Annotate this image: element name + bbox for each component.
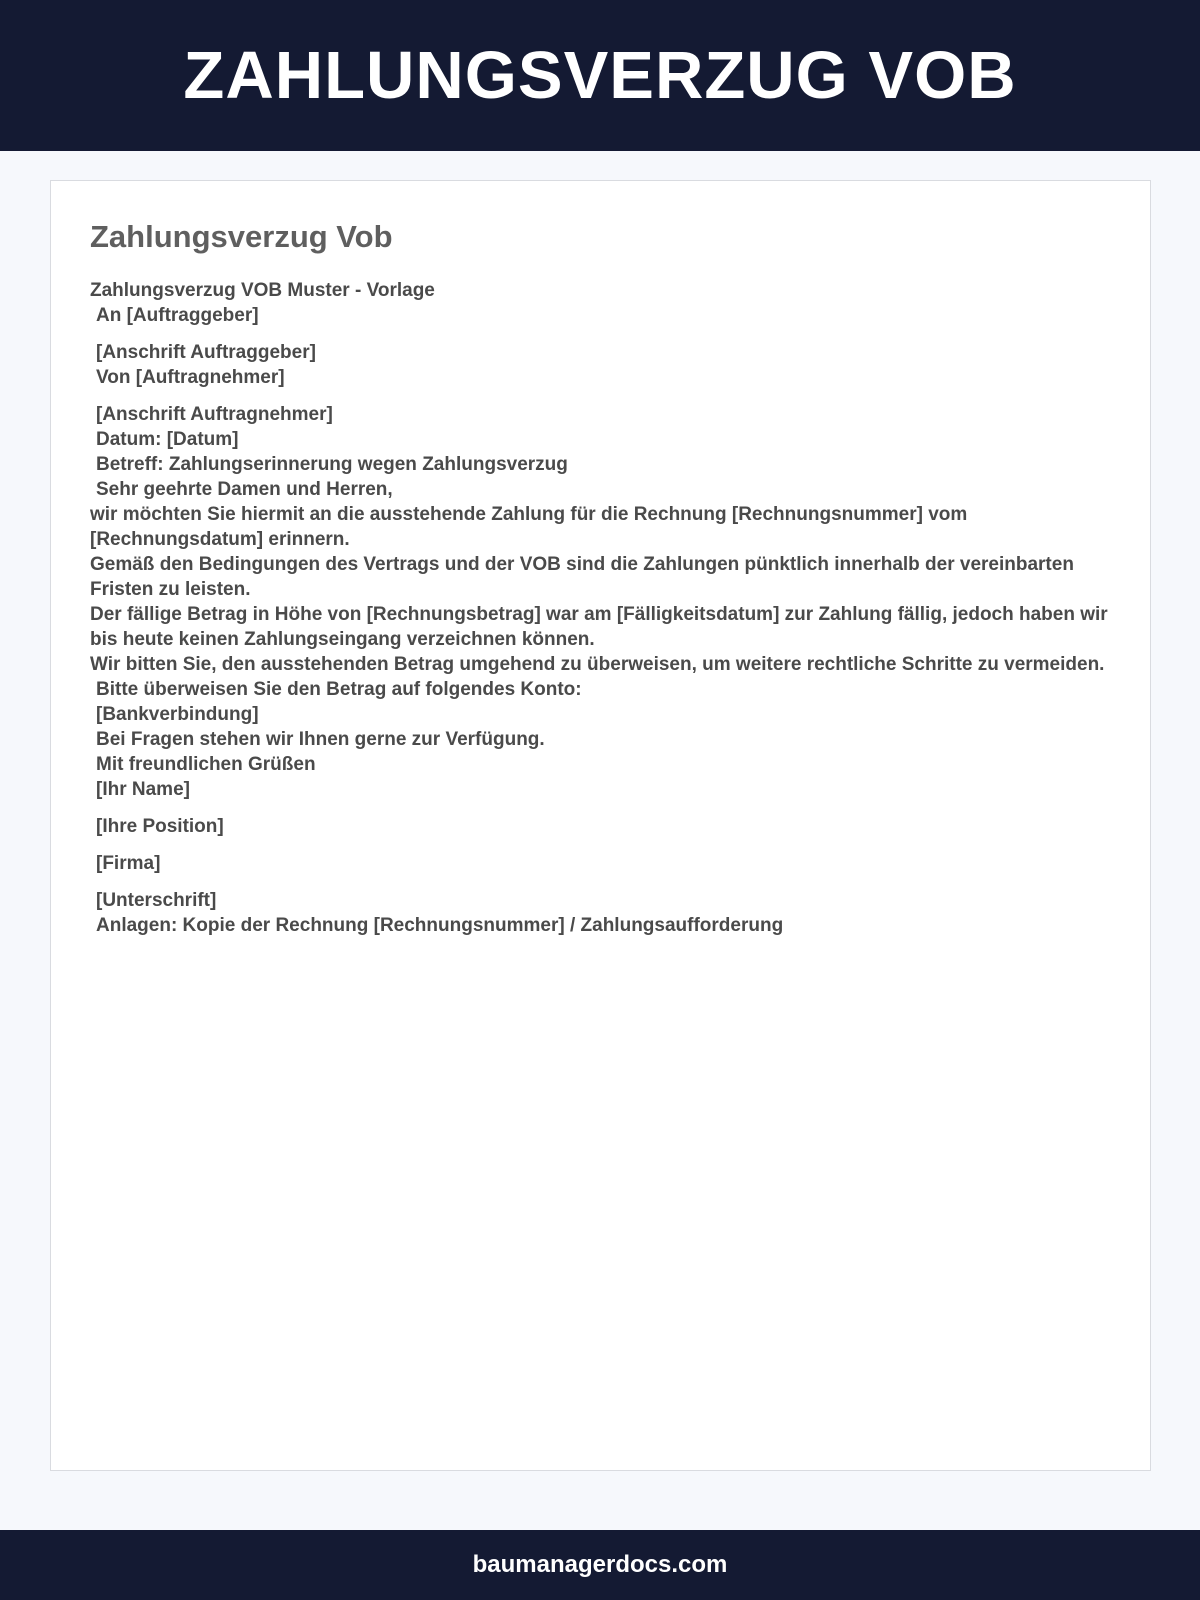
page-header xyxy=(0,0,1200,151)
subject-line: Betreff: Zahlungserinnerung wegen Zahlungsverzug xyxy=(96,454,568,475)
recipient-line: An [Auftraggeber] xyxy=(96,305,259,326)
salutation: Sehr geehrte Damen und Herren, xyxy=(96,479,393,500)
sender-line: Von [Auftragnehmer] xyxy=(96,367,285,388)
footer-site-link[interactable]: baumanagerdocs.com xyxy=(472,1551,728,1578)
body-paragraph: Gemäß den Bedingungen des Vertrags und der VOB sind die Zahlungen pünktlich innerhalb der vereinbarten Fristen zu leisten. xyxy=(90,554,1080,600)
sender-address: [Anschrift Auftragnehmer] xyxy=(96,404,333,425)
bank-details: [Bankverbindung] xyxy=(96,704,259,725)
page-title: ZAHLUNGSVERZUG VOB xyxy=(183,38,1017,113)
recipient-address: [Anschrift Auftraggeber] xyxy=(96,342,316,363)
body-paragraph: wir möchten Sie hiermit an die ausstehende Zahlung für die Rechnung [Rechnungsnummer] vom [Rechnungsdatum] erinnern. xyxy=(90,504,973,550)
page-footer xyxy=(0,1530,1200,1600)
payment-instruction: Bitte überweisen Sie den Betrag auf folgendes Konto: xyxy=(96,679,582,700)
closing: Mit freundlichen Grüßen xyxy=(96,754,316,775)
date-line: Datum: [Datum] xyxy=(96,429,239,450)
template-title: Zahlungsverzug VOB Muster - Vorlage xyxy=(90,280,435,301)
body-paragraph: Wir bitten Sie, den ausstehenden Betrag umgehend zu überweisen, um weitere rechtliche Schritte zu vermeiden. xyxy=(90,654,1105,675)
attachments-line: Anlagen: Kopie der Rechnung [Rechnungsnummer] / Zahlungsaufforderung xyxy=(96,915,784,936)
document-card xyxy=(50,180,1151,1471)
body-paragraph: Der fällige Betrag in Höhe von [Rechnungsbetrag] war am [Fälligkeitsdatum] zur Zahlung fällig, jedoch haben wir bis heute keinen Zahlungseingang verzeichnen können. xyxy=(90,604,1113,650)
signer-position: [Ihre Position] xyxy=(96,816,224,837)
signer-name: [Ihr Name] xyxy=(96,779,190,800)
questions-line: Bei Fragen stehen wir Ihnen gerne zur Verfügung. xyxy=(96,729,545,750)
document-heading: Zahlungsverzug Vob xyxy=(90,219,393,254)
document-body xyxy=(90,278,1113,938)
signature-line: [Unterschrift] xyxy=(96,890,217,911)
company-line: [Firma] xyxy=(96,853,161,874)
